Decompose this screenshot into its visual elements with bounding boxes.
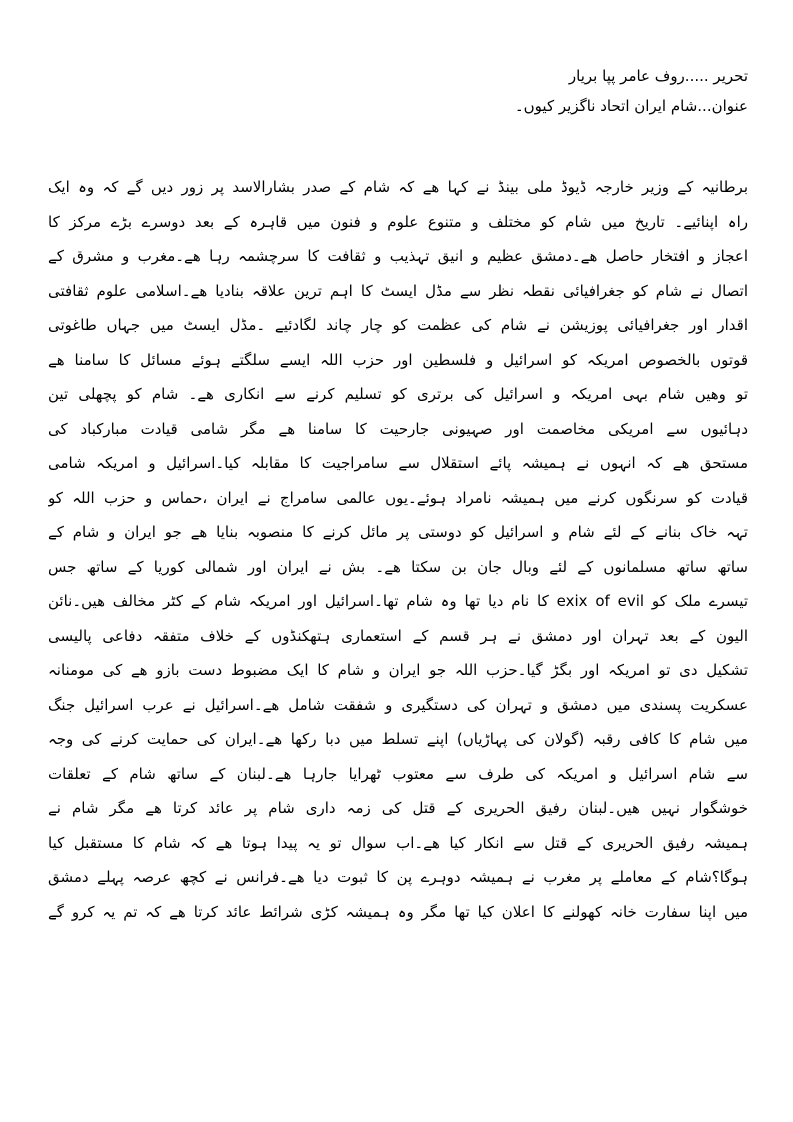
body-line: برطانیہ کے وزیر خارجہ ڈیوڈ ملی بینڈ نے کہا ھے کہ شام کے صدر بشارالاسد پر زور دیں گے کہ وہ ایک [48,178,748,196]
body-line: اتصال نے شام کو جغرافیائی نقطہ نظر سے مڈل ایسٹ کا اہم ترین علاقہ بنادیا ھے۔اسلامی علوم ثقافتی [48,281,748,300]
body-line: تہہ خاک بنانے کے لئے شام و اسرائیل کو دوستی پر مائل کرنے کا منصوبہ بنایا ھے جو ایران و شام کے [48,523,748,541]
body-line: دہائیوں سے امریکی مخاصمت اور صہیونی جارحیت کا سامنا ھے مگر شامی قیادت مبارکباد کی [48,419,748,438]
body-line: ہمیشہ رفیق الحریری کے قتل سے انکار کیا ھے۔اب سوال تو یہ پیدا ہوتا ھے کہ شام کا مستقبل کیا [48,833,748,852]
body-line: ساتھ ساتھ مسلمانوں کے لئے وبال جان بن سکتا ھے۔ بش نے ایران اور شمالی کوریا کے ساتھ جس [48,557,748,576]
body-line: تیسرے ملک کو exix of evil کا نام دیا تھا وہ شام تھا۔اسرائیل اور امریکہ شام کے کٹر مخالف ھیں۔نائن [48,592,748,610]
body-line: سے شام اسرائیل و امریکہ کی طرف سے معتوب ٹھرایا جارہا ھے۔لبنان کے ساتھ شام کے تعلقات [48,764,748,783]
article-body [48,170,748,929]
body-line: میں شام کا کافی رقبہ (گولان کی پہاڑیاں) اپنے تسلط میں دبا رکھا ھے۔ایران کی حمایت کرنے کی وجہ [48,730,748,748]
body-line: اعجاز و افتخار حاصل ھے۔دمشق عظیم و انیق تہذیب و ثقافت کا سرچشمہ رہا ھے۔مغرب و مشرق کے [48,247,748,265]
body-line: قیادت کو سرنگوں کرنے میں ہمیشہ نامراد ہوئے۔یوں عالمی سامراج نے ایران ،حماس و حزب اللہ کو [48,488,748,507]
body-line: خوشگوار نہیں ھیں۔لبنان رفیق الحریری کے قتل کی زمہ داری شام پر عائد کرتا ھے مگر شام نے [48,799,748,817]
body-line: تشکیل دی تو امریکہ اور بگڑ گیا۔حزب اللہ جو ایران و شام کا ایک مضبوط دست بازو ھے کی مومنانہ [48,661,748,679]
body-line: ہوگا؟شام کے معاملے پر مغرب نے ہمیشہ دوہرے پن کا ثبوت دیا ھے۔فرانس نے کچھ عرصہ پہلے دمشق [48,868,748,886]
body-line: تو وھیں شام بہی امریکہ و اسرائیل کی برتری کو تسلیم کرنے سے انکاری ھے۔ شام کو پچھلی تین [48,385,748,403]
body-line: قوتوں بالخصوص امریکہ کو اسرائیل و فلسطین اور حزب اللہ ایسے سلگتے ہوئے مسائل کا سامنا ھے [48,350,748,369]
body-line: مستحق ھے کہ انہوں نے ہمیشہ پائے استقلال سے سامراجیت کا مقابلہ کیا۔اسرائیل و امریکہ شامی [48,454,748,472]
body-line: الیون کے بعد تہران اور دمشق نے ہر قسم کے استعماری ہتھکنڈوں کے خلاف متفقہ دفاعی پالیسی [48,626,748,645]
title-line: عنوان...شام ایران اتحاد ناگزیر کیوں۔ [514,97,748,115]
author-line: تحریر .....روف عامر پپا بریار [568,67,748,85]
body-line: راہ اپنائیے۔ تاریخ میں شام کو مختلف و متنوع علوم و فنون میں قاہرہ کے بعد دوسرے بڑے مرکز کا [48,212,748,231]
body-line: اقدار اور جغرافیائی پوزیشن نے شام کی عظمت کو چار چاند لگادئیے ۔مڈل ایسٹ میں جہاں طاغوتی [48,316,748,334]
body-line: عسکریت پسندی میں دمشق و تہران کی دستگیری و شفقت شامل ھے۔اسرائیل نے عرب اسرائیل جنگ [48,695,748,714]
body-line: میں اپنا سفارت خانہ کھولنے کا اعلان کیا تھا مگر وہ ہمیشہ کڑی شرائط عائد کرتا ھے کہ تم یہ کرو گے [48,902,748,921]
